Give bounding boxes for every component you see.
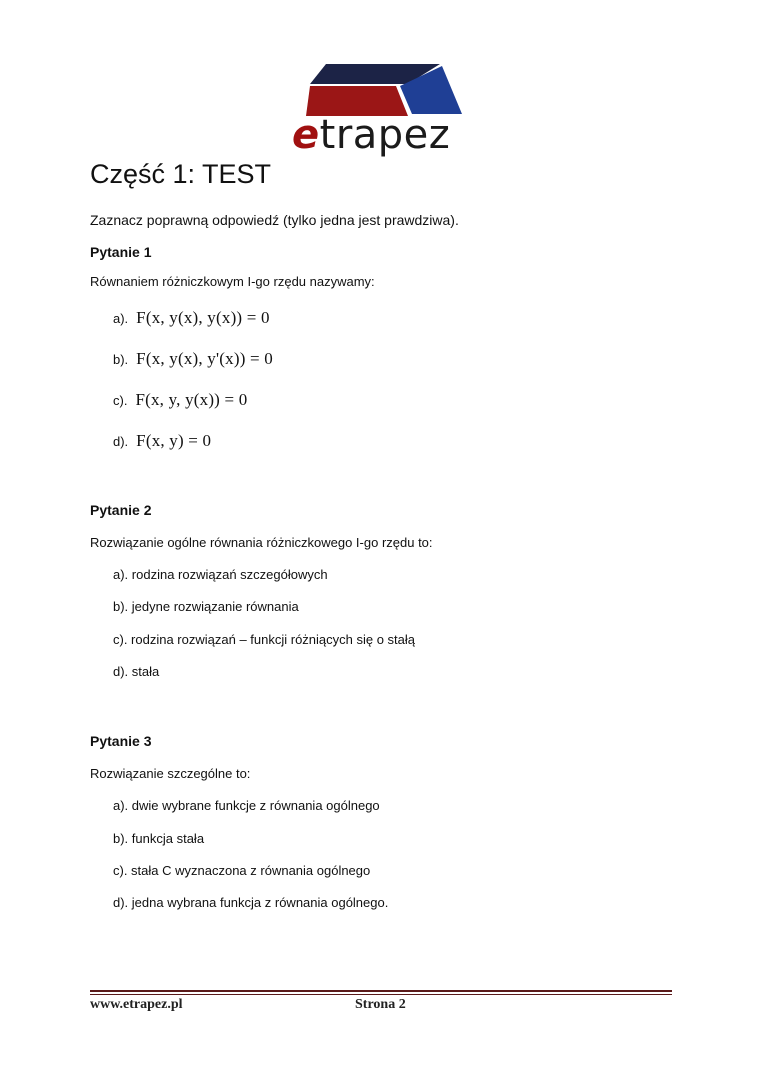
question-3-option-b: b). funkcja stała — [113, 831, 205, 846]
option-formula: F(x, y, y(x)) = 0 — [135, 390, 248, 409]
question-3-option-a: a). dwie wybrane funkcje z równania ogólnego — [113, 798, 380, 813]
option-formula: F(x, y(x), y'(x)) = 0 — [136, 349, 273, 368]
instructions: Zaznacz poprawną odpowiedź (tylko jedna jest prawdziwa). — [90, 212, 459, 228]
footer-divider-thin — [90, 994, 672, 995]
question-2-text: Rozwiązanie ogólne równania różniczkowego I-go rzędu to: — [90, 535, 433, 550]
question-3-option-c: c). stała C wyznaczona z równania ogólnego — [113, 863, 371, 878]
question-1-text: Równaniem różniczkowym I-go rzędu nazywamy: — [90, 274, 375, 289]
question-1-option-c — [113, 385, 247, 415]
option-letter: d). — [113, 433, 129, 449]
footer-url: www.etrapez.pl — [90, 997, 183, 1012]
question-2-option-b: b). jedyne rozwiązanie równania — [113, 599, 299, 614]
question-2-heading: Pytanie 2 — [90, 502, 152, 518]
question-3-heading: Pytanie 3 — [90, 733, 152, 749]
logo-wordmark: etrapez — [292, 112, 451, 158]
footer-divider — [90, 990, 672, 992]
page-number: Strona 2 — [355, 997, 406, 1012]
question-3-text: Rozwiązanie szczególne to: — [90, 766, 251, 781]
question-1-option-a — [113, 303, 270, 333]
option-letter: a). — [113, 310, 129, 326]
question-1-option-b — [113, 344, 273, 374]
option-letter: b). — [113, 351, 129, 367]
question-1-option-d — [113, 426, 211, 456]
option-formula: F(x, y) = 0 — [136, 431, 212, 450]
question-1-heading: Pytanie 1 — [90, 244, 152, 260]
question-2-option-a: a). rodzina rozwiązań szczegółowych — [113, 567, 328, 582]
option-letter: c). — [113, 392, 128, 408]
question-2-option-c: c). rodzina rozwiązań – funkcji różniących się o stałą — [113, 632, 416, 647]
option-formula: F(x, y(x), y(x)) = 0 — [136, 308, 270, 327]
page-title: Część 1: TEST — [90, 159, 272, 189]
question-2-option-d: d). stała — [113, 664, 160, 679]
question-3-option-d: d). jedna wybrana funkcja z równania ogólnego. — [113, 895, 389, 910]
trapezoid-logo-icon — [292, 62, 474, 118]
etrapez-logo — [292, 62, 474, 158]
